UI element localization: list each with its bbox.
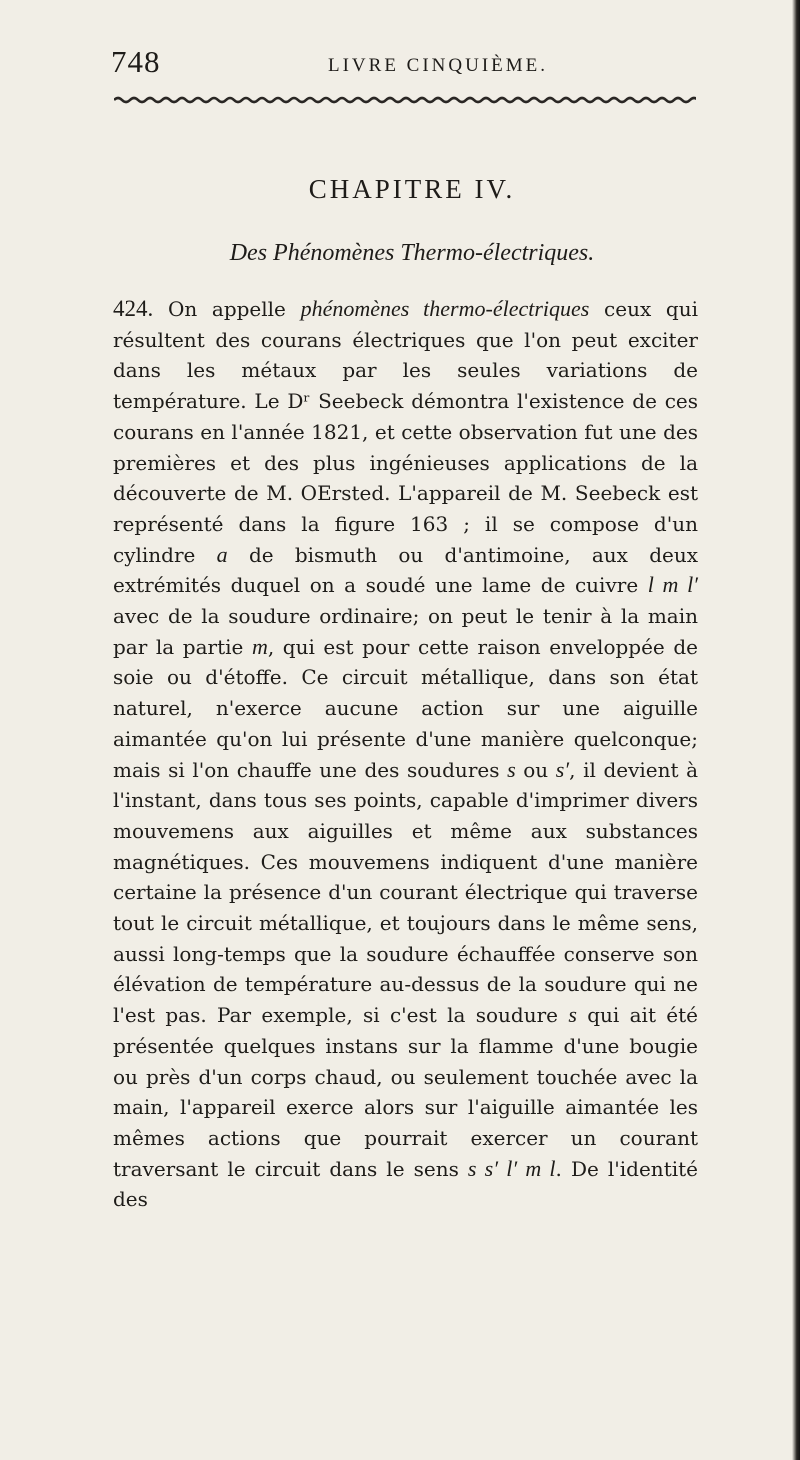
body-paragraph bbox=[113, 294, 698, 1215]
running-head: LIVRE CINQUIÈME. bbox=[328, 55, 549, 76]
chapter-title: CHAPITRE IV. bbox=[308, 174, 516, 204]
text-run: . De l'identité des bbox=[113, 1156, 698, 1212]
variable: s bbox=[507, 756, 516, 782]
variable: m bbox=[251, 633, 268, 659]
variable: s bbox=[568, 1002, 577, 1028]
section-title: Des Phénomènes Thermo-électriques. bbox=[229, 240, 595, 266]
text-run: ou bbox=[523, 757, 549, 782]
text-run: , il devient à l'instant, dans tous ses points, capable d'imprimer divers mouvemens aux aiguilles et même aux substances magnétiques. Ces mouvemens indiquent d'une manière certaine la présence d'un courant électrique qui traverse tout le circuit métallique, et toujours dans le même sens, aussi long-temps que la soudure échauffée conserve son élévation de température au-dessus de la soudure qui ne l'est pas. Par exemple, si c'est la soudure bbox=[113, 757, 699, 1028]
page-number: 748 bbox=[111, 44, 161, 79]
text-run: ceux qui résultent des courans électriques que l'on peut exciter dans les métaux par les seules variations de température. Le Dʳ Seebeck démontra l'existence de ces courans en l'année 1821, et cette observation fut une des premières et des plus ingénieuses applications de la découverte de M. OErsted. L'appareil de M. Seebeck est représenté dans la figure 163 ; il se compose d'un cylindre bbox=[113, 297, 698, 567]
text-run: avec de la soudure ordinaire; on peut le tenir à la main par la partie bbox=[113, 604, 698, 659]
defined-term: phénomènes thermo-électriques bbox=[300, 296, 590, 321]
variable: l m l′ bbox=[647, 572, 698, 598]
page-binding-edge bbox=[792, 0, 800, 1460]
variable: a bbox=[216, 541, 228, 567]
variable: s s′ l′ m l bbox=[467, 1155, 556, 1181]
variable: s′ bbox=[555, 756, 570, 782]
text-run: , qui est pour cette raison enveloppée de soie ou d'étoffe. Ce circuit métallique, dans son état naturel, n'exerce aucune action sur une aiguille aimantée qu'on lui présente d'une manière quelconque; mais si l'on chauffe une des soudures bbox=[113, 634, 698, 782]
text-run: On appelle bbox=[167, 297, 286, 321]
paragraph-number: 424. bbox=[113, 296, 154, 321]
text-run: qui ait été présentée quelques instans sur la flamme d'une bougie ou près d'un corps chaud, ou seulement touchée avec la main, l'appareil exerce alors sur l'aiguille aimantée les mêmes actions que pourrait exercer un courant traversant le circuit dans le sens bbox=[113, 1003, 699, 1181]
decorative-rule bbox=[114, 95, 696, 105]
text-run: de bismuth ou d'antimoine, aux deux extrémités duquel on a soudé une lame de cuivre bbox=[113, 542, 698, 598]
